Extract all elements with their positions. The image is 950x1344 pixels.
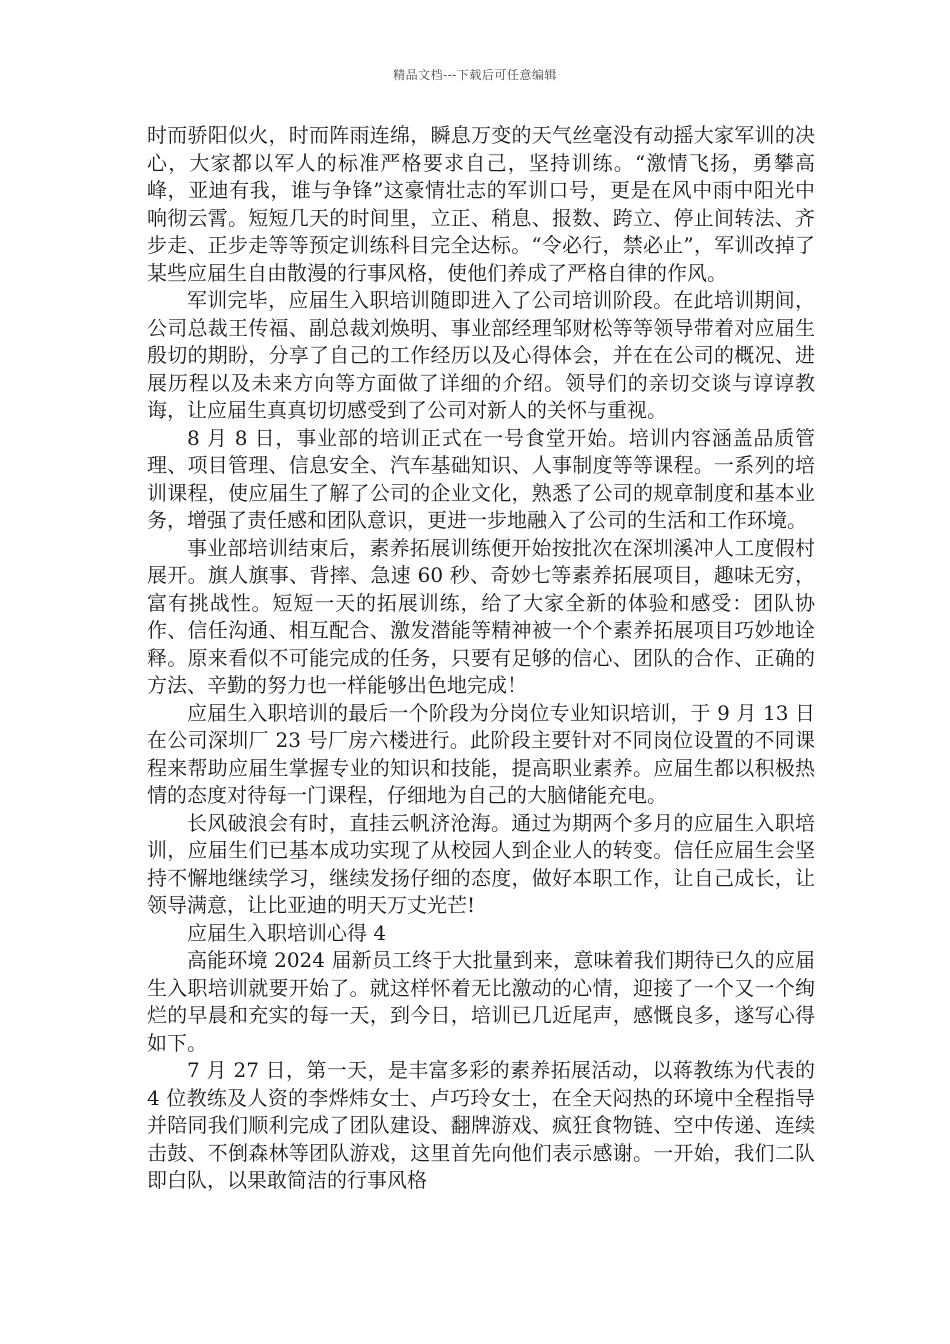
paragraph-4: 事业部培训结束后，素养拓展训练便开始按批次在深圳溪冲人工度假村展开。旗人旗事、背摔、急速 60 秒、奇妙七等素养拓展项目，趣味无穷，富有挑战性。短短一天的拓展训练，给了大家全新的体验和感受：团队协作、信任沟通、相互配合、激发潜能等精神被一个个素养拓展项目巧妙地诠释。原来看似不可能完成的任务，只要有足够的信心、团队的合作、正确的方法、辛勤的努力也一样能够出色地完成！ bbox=[147, 535, 815, 697]
section-heading: 应届生入职培训心得 4 bbox=[187, 920, 387, 945]
paragraph-8: 7 月 27 日，第一天，是丰富多彩的素养拓展活动，以蒋教练为代表的 4 位教练及人资的李烨炜女士、卢巧玲女士，在全天闷热的环境中全程指导并陪同我们顺利完成了团队建设、翻牌游戏、疯狂食物链、空中传递、连续击鼓、不倒森林等团队游戏，这里首先向他们表示感谢。一开始，我们二队即白队，以果敢简洁的行事风格 bbox=[147, 1058, 815, 1192]
paragraph-6: 长风破浪会有时，直挂云帆济沧海。通过为期两个多月的应届生入职培训，应届生们已基本成功实现了从校园人到企业人的转变。信任应届生会坚持不懈地继续学习，继续发扬仔细的态度，做好本职工作，让自己成长，让领导满意，让比亚迪的明天万丈光芒! bbox=[147, 810, 815, 917]
paragraph-7: 高能环境 2024 届新员工终于大批量到来，意味着我们期待已久的应届生入职培训就要开始了。就这样怀着无比激动的心情，迎接了一个又一个绚烂的早晨和充实的每一天，到今日，培训已几近尾声，感慨良多，遂写心得如下。 bbox=[147, 948, 815, 1055]
document-body bbox=[147, 122, 815, 1195]
paragraph-2: 军训完毕，应届生入职培训随即进入了公司培训阶段。在此培训期间，公司总裁王传福、副总裁刘焕明、事业部经理邹财松等等领导带着对应届生殷切的期盼，分享了自己的工作经历以及心得体会，并在在公司的概况、进展历程以及未来方向等方面做了详细的介绍。领导们的亲切交谈与谆谆教诲，让应届生真真切切感受到了公司对新人的关怀与重视。 bbox=[147, 288, 815, 422]
page-header: 精品文档---下载后可任意编辑 bbox=[393, 68, 557, 82]
paragraph-3: 8 月 8 日，事业部的培训正式在一号食堂开始。培训内容涵盖品质管理、项目管理、信息安全、汽车基础知识、人事制度等等课程。一系列的培训课程，使应届生了解了公司的企业文化，熟悉了公司的规章制度和基本业务，增强了责任感和团队意识，更进一步地融入了公司的生活和工作环境。 bbox=[147, 425, 815, 532]
paragraph-1: 时而骄阳似火，时而阵雨连绵，瞬息万变的天气丝毫没有动摇大家军训的决心，大家都以军人的标准严格要求自己，坚持训练。“激情飞扬，勇攀高峰，亚迪有我，谁与争锋”这豪情壮志的军训口号，更是在风中雨中阳光中响彻云霄。短短几天的时间里，立正、稍息、报数、跨立、停止间转法、齐步走、正步走等等预定训练科目完全达标。“令必行，禁必止”，军训改掉了某些应届生自由散漫的行事风格，使他们养成了严格自律的作风。 bbox=[147, 123, 815, 285]
paragraph-5: 应届生入职培训的最后一个阶段为分岗位专业知识培训，于 9 月 13 日在公司深圳厂 23 号厂房六楼进行。此阶段主要针对不同岗位设置的不同课程来帮助应届生掌握专业的知识和技能，提高职业素养。应届生都以积极热情的态度对待每一门课程，仔细地为自己的大脑储能充电。 bbox=[147, 700, 815, 807]
